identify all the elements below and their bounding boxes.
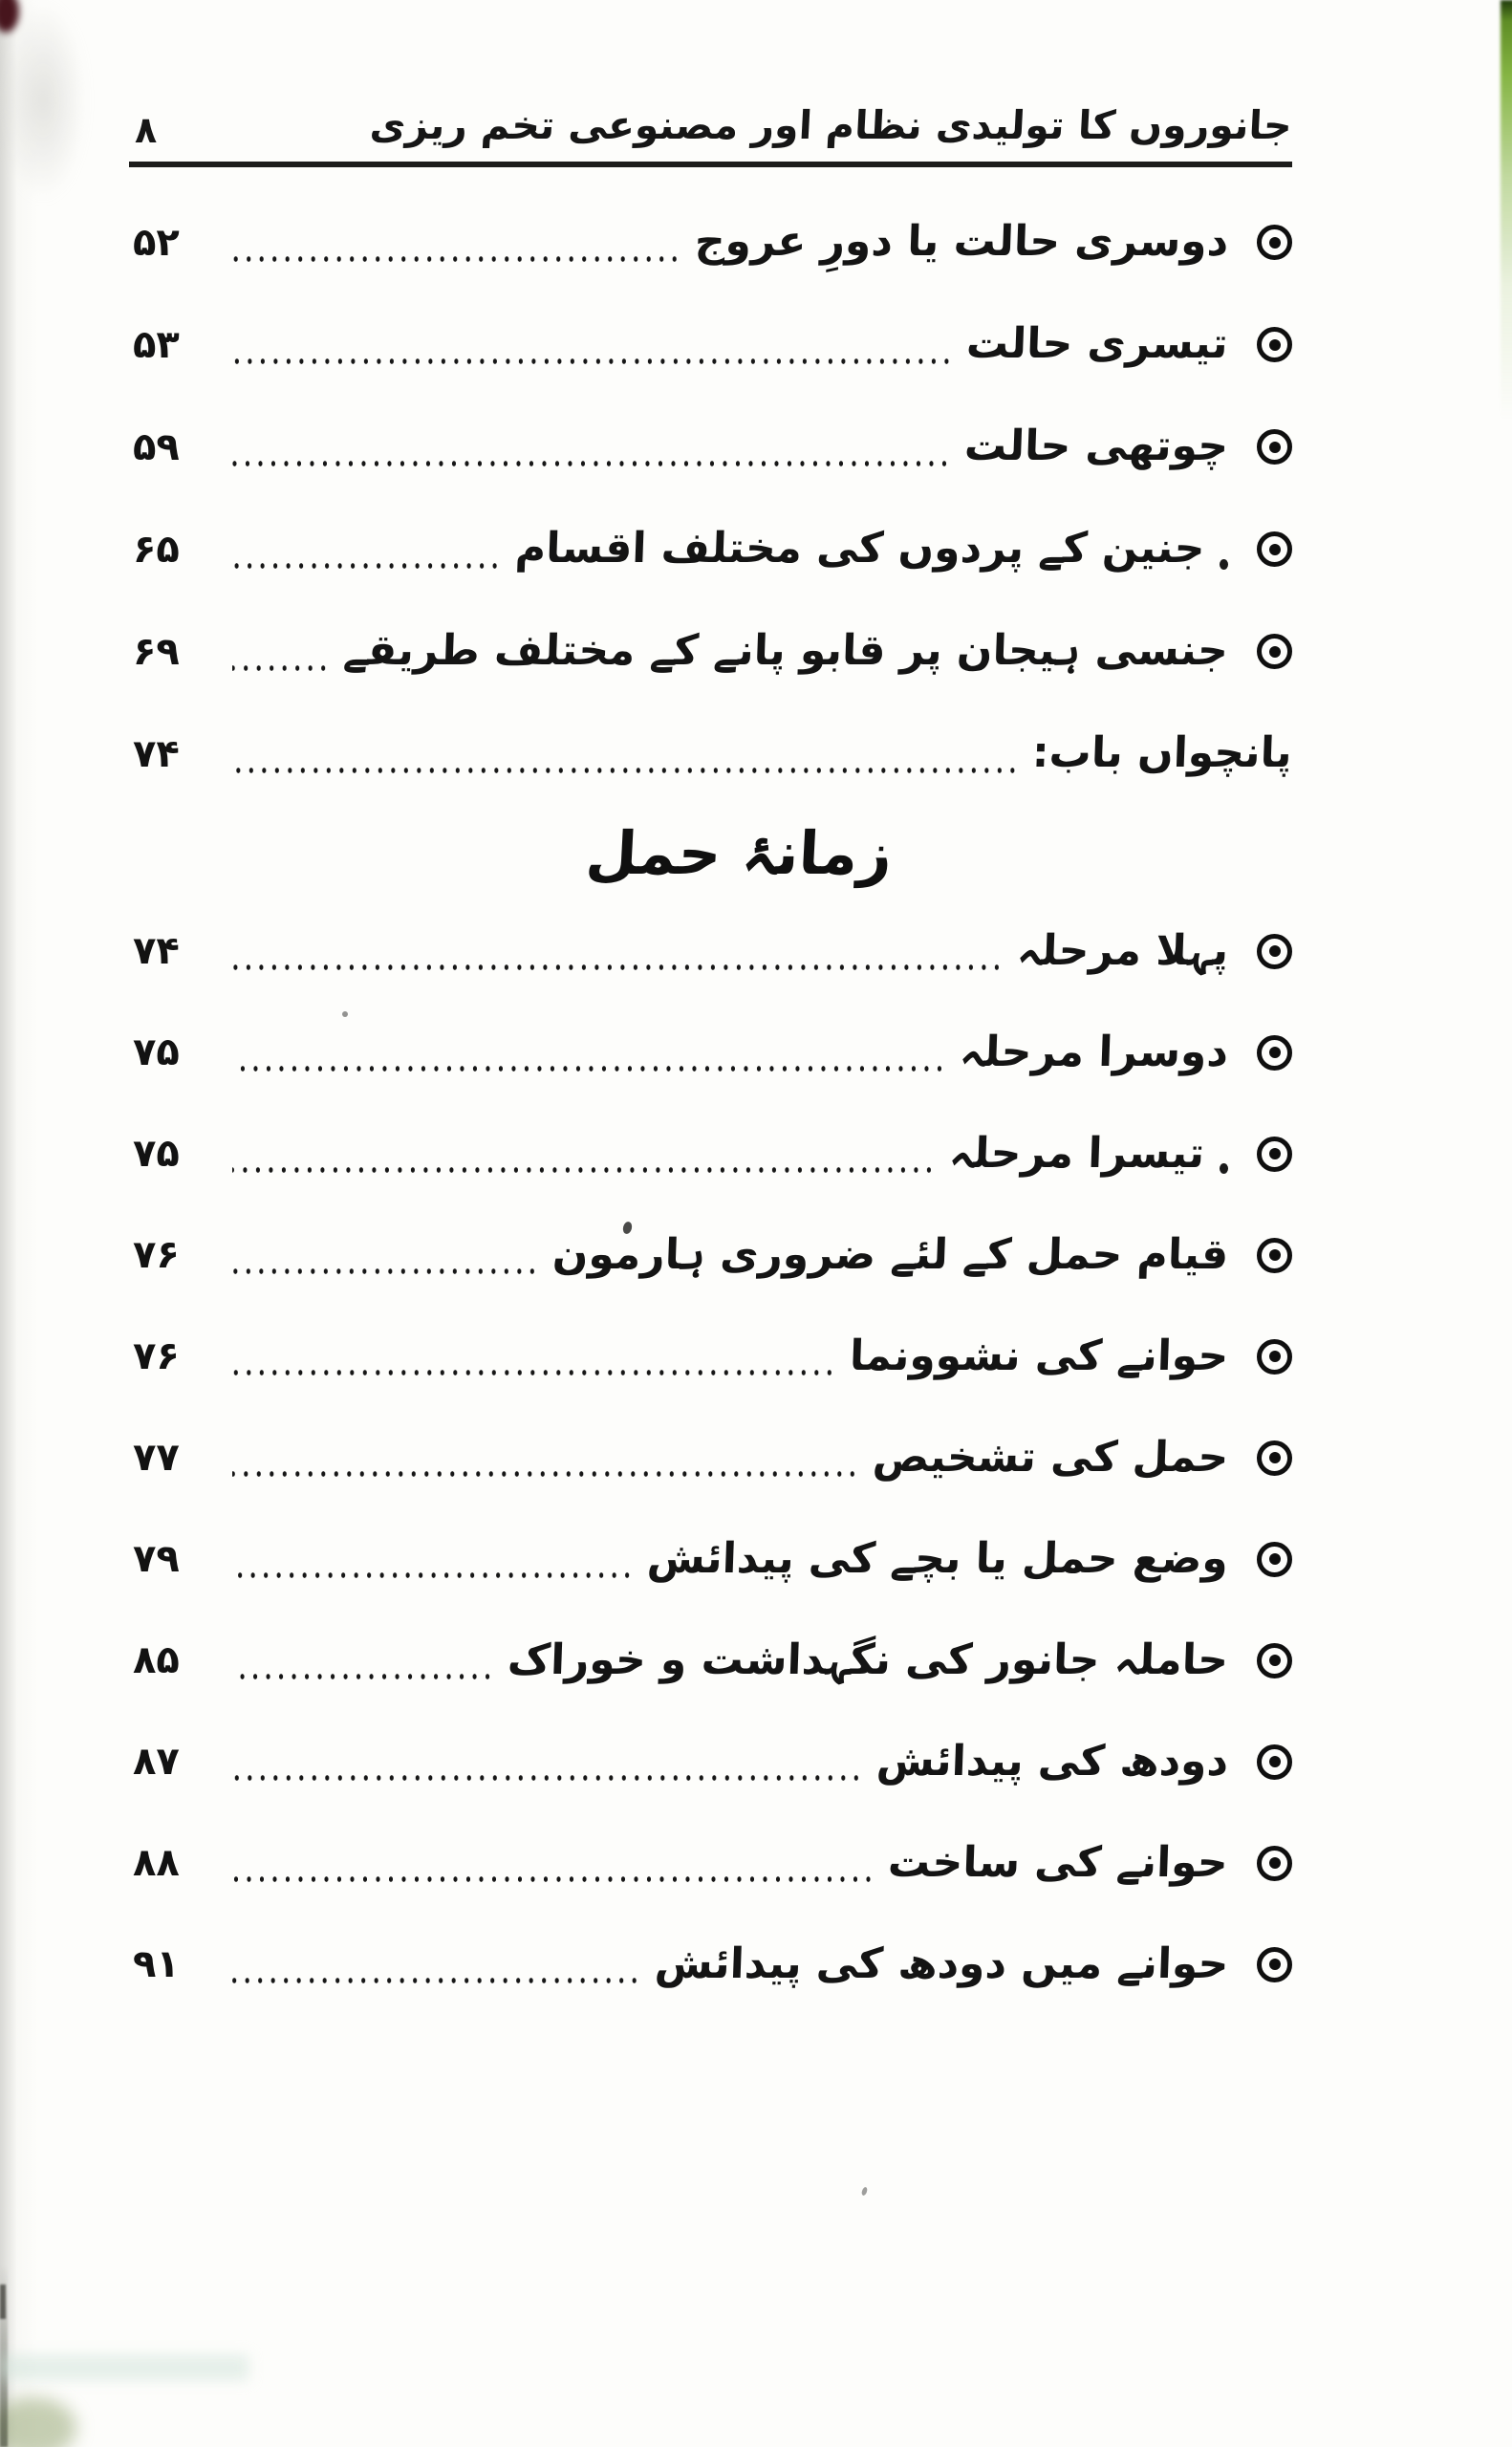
toc-page-number: ۷۹ xyxy=(133,1537,180,1581)
toc-page-number: ۸۵ xyxy=(133,1638,180,1682)
toc-label: حاملہ جانور کی نگہداشت و خوراک xyxy=(507,1635,1229,1684)
toc-entry-row xyxy=(129,1407,1292,1508)
toc-entry-row xyxy=(129,1812,1292,1914)
scan-edge-dash xyxy=(0,2285,6,2319)
bullseye-bullet-icon xyxy=(1257,1440,1292,1476)
toc-page-number: ۵۳ xyxy=(133,322,180,367)
scan-speck xyxy=(861,2186,869,2196)
toc-page-number: ۶۵ xyxy=(133,527,180,572)
toc-label: جنین کے پردوں کی مختلف اقسام xyxy=(513,524,1205,574)
toc-label: چوتھی حالت xyxy=(963,422,1229,471)
toc-entry-row xyxy=(129,1711,1292,1812)
dotted-leader xyxy=(232,561,502,571)
scan-bottom-edge-shadow xyxy=(0,2265,8,2447)
toc-page-number: ۸۸ xyxy=(133,1841,180,1885)
dotted-leader xyxy=(232,357,953,366)
section-heading: زمانۂ حمل xyxy=(584,817,895,888)
page-number: ۸ xyxy=(135,109,158,152)
dotted-leader xyxy=(232,1874,875,1884)
bullseye-bullet-icon xyxy=(1257,1947,1292,1982)
toc-entry-row xyxy=(129,1306,1292,1407)
toc-entry-row xyxy=(129,1103,1292,1204)
bullseye-bullet-icon xyxy=(1257,1846,1292,1881)
toc-chapter-row xyxy=(129,703,1292,805)
scan-corner-haze xyxy=(0,0,86,201)
toc-section-heading-row xyxy=(129,805,1292,900)
page-header xyxy=(129,103,1292,167)
toc-entry-row xyxy=(129,600,1292,703)
dotted-leader xyxy=(232,1064,946,1073)
dotted-leader xyxy=(232,1165,936,1175)
toc-label: حمل کی تشخیص xyxy=(871,1432,1229,1482)
toc-label: تیسرا مرحلہ xyxy=(948,1128,1205,1178)
dotted-leader xyxy=(232,663,330,673)
toc-entry-row xyxy=(129,396,1292,498)
dotted-leader xyxy=(232,1976,641,1985)
toc-page-number: ۵۹ xyxy=(133,424,180,469)
toc-page-number: ۷۵ xyxy=(133,1132,180,1176)
bullseye-bullet-icon xyxy=(1257,225,1292,260)
toc-entry-row xyxy=(129,900,1292,1002)
toc-label: دوسرا مرحلہ xyxy=(959,1027,1229,1076)
scan-green-edge-strip xyxy=(1501,0,1512,421)
toc-label: جنسی ہیجان پر قابو پانے کے مختلف طریقے xyxy=(342,626,1229,676)
bullseye-bullet-icon xyxy=(1257,1542,1292,1577)
toc-label: حوانے کی نشوونما xyxy=(848,1331,1229,1380)
toc-label: دوسری حالت یا دورِ عروج xyxy=(693,217,1229,267)
toc-label: قیام حمل کے لئے ضروری ہارمون xyxy=(551,1229,1229,1279)
bullseye-bullet-icon xyxy=(1257,429,1292,465)
toc-page-number: ۷۶ xyxy=(133,1233,180,1277)
scan-bottom-smudge xyxy=(0,2397,76,2447)
ink-speck xyxy=(1220,1163,1228,1174)
bullseye-bullet-icon xyxy=(1257,934,1292,969)
toc-label: وضع حمل یا بچے کی پیدائش xyxy=(646,1533,1229,1583)
scan-corner-mark xyxy=(0,0,19,32)
dotted-leader xyxy=(232,1267,539,1276)
toc-label: پہلا مرحلہ xyxy=(1016,925,1229,975)
toc-page-number: ۷۴ xyxy=(133,929,180,973)
bullseye-bullet-icon xyxy=(1257,1744,1292,1780)
toc-entry-row xyxy=(129,293,1292,396)
bullseye-bullet-icon xyxy=(1257,1137,1292,1172)
toc-page-number: ۵۲ xyxy=(133,220,180,265)
toc-page-number: ۸۷ xyxy=(133,1740,180,1784)
toc-entry-row xyxy=(129,1914,1292,2015)
ink-speck xyxy=(1220,559,1228,570)
bullseye-bullet-icon xyxy=(1257,1238,1292,1273)
toc-label: دودھ کی پیدائش xyxy=(875,1736,1229,1786)
dotted-leader xyxy=(232,1570,634,1580)
toc-entry-row xyxy=(129,1508,1292,1610)
bullseye-bullet-icon xyxy=(1257,531,1292,567)
dotted-leader xyxy=(232,1773,863,1783)
bullseye-bullet-icon xyxy=(1257,327,1292,362)
dotted-leader xyxy=(232,1469,859,1479)
toc-label: حوانے کی ساخت xyxy=(887,1837,1229,1887)
toc-entry-row xyxy=(129,1610,1292,1711)
toc-page-number: ۷۴ xyxy=(133,731,180,776)
dotted-leader xyxy=(232,963,1004,972)
bullseye-bullet-icon xyxy=(1257,1035,1292,1071)
toc-page-number: ۷۷ xyxy=(133,1436,180,1480)
scan-pale-streak xyxy=(0,2355,248,2380)
dotted-leader xyxy=(232,459,951,468)
toc-page-number: ۷۶ xyxy=(133,1334,180,1378)
toc-entry-row xyxy=(129,498,1292,600)
scan-left-edge-shadow xyxy=(0,0,17,2447)
toc-entry-row xyxy=(129,1204,1292,1306)
toc-page-number: ۶۹ xyxy=(133,629,180,674)
toc-page-number: ۷۵ xyxy=(133,1030,180,1074)
bullseye-bullet-icon xyxy=(1257,634,1292,669)
toc-label: پانچواں باب: xyxy=(1031,728,1293,778)
toc-list xyxy=(129,191,1292,2015)
bullseye-bullet-icon xyxy=(1257,1643,1292,1678)
toc-entry-row xyxy=(129,191,1292,293)
toc-label: تیسری حالت xyxy=(965,319,1229,369)
toc-label: حوانے میں دودھ کی پیدائش xyxy=(653,1938,1229,1988)
bullseye-bullet-icon xyxy=(1257,1339,1292,1375)
toc-entry-row xyxy=(129,1002,1292,1103)
dotted-leader xyxy=(232,254,681,264)
toc-page-number: ۹۱ xyxy=(133,1942,180,1986)
dotted-leader xyxy=(232,1368,836,1377)
running-title: جانوروں کا تولیدی نظام اور مصنوعی تخم ریزی xyxy=(369,102,1294,148)
dotted-leader xyxy=(232,766,1019,775)
dotted-leader xyxy=(232,1672,494,1681)
